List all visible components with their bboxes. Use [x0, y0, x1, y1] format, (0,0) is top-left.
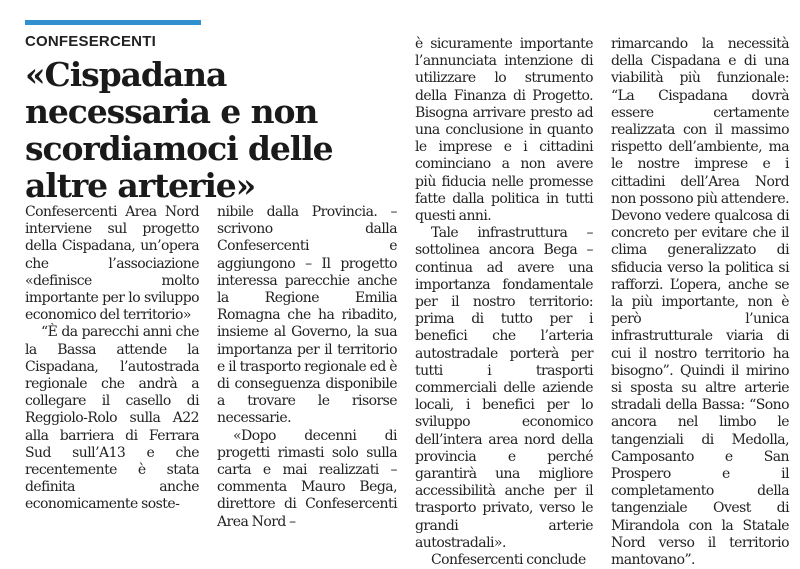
body-column-3: [415, 36, 593, 569]
paragraph: è sicuramente importante l’annunciata intenzione di utilizzare lo strumento della Finanza di Progetto. Bisogna arrivare presto ad una conclusione in quanto le imprese e i cittadini cominciano a non avere più fiducia nelle promesse fatte dalla politica in tutti questi anni.: [415, 36, 593, 225]
section-accent-bar: [25, 20, 201, 25]
article-headline: «Cispadana necessaria e non scordiamoci delle altre arterie»: [25, 55, 333, 205]
body-column-2: [217, 204, 397, 531]
paragraph: «Dopo decenni di progetti rimasti solo sulla carta e mai realizzati – commenta Mauro Bega, direttore di Confesercenti Area Nord –: [217, 427, 397, 530]
section-kicker: CONFESERCENTI: [25, 33, 156, 50]
body-column-4: [611, 36, 789, 569]
paragraph: nibile dalla Provincia. – scrivono dalla Confesercenti e aggiungono – Il progetto interessa parecchie anche la Regione Emilia Romagna che ha ribadito, insieme al Governo, la sua importanza per il territorio e il trasporto regionale ed è di conseguenza disponibile a trovare le risorse necessarie.: [217, 204, 397, 427]
paragraph: Confesercenti conclude: [431, 552, 586, 569]
paragraph: Confesercenti Area Nord interviene sul progetto della Cispadana, un’opera che l’associazione «definisce molto importante per lo sviluppo economico del territorio»: [25, 204, 199, 324]
paragraph: “È da parecchi anni che la Bassa attende la Cispadana, l’autostrada regionale che andrà a collegare il casello di Reggiolo-Rolo sulla A22 alla barriera di Ferrara Sud sull’A13 e che recentemente è stata definita anche economicamente soste-: [25, 324, 199, 513]
body-column-1: [25, 204, 199, 514]
paragraph: Tale infrastruttura – sottolinea ancora Bega – continua ad avere una importanza fondamentale per il nostro territorio: prima di tutto per i benefici che l’arteria autostradale porterà per tutti i trasporti commerciali delle aziende locali, i benefici per lo sviluppo economico dell’intera area nord della provincia e perché garantirà una migliore accessibilità anche per il trasporto privato, verso le grandi arterie autostradali».: [415, 225, 593, 551]
paragraph: rimarcando la necessità della Cispadana e di una viabilità più funzionale: “La Cispadana dovrà essere certamente realizzata con il massimo rispetto dell’ambiente, ma le nostre imprese e i cittadini dell’Area Nord non possono più attendere. Devono vedere qualcosa di concreto per evitare che il clima generalizzato di sfiducia verso la politica si rafforzi. L’opera, anche se la più importante, non è però l’unica infrastrutturale viaria di cui il nostro territorio ha bisogno”. Quindi il mirino si sposta su altre arterie stradali della Bassa: “Sono ancora nel limbo le tangenziali di Medolla, Camposanto e San Prospero e il completamento della tangenziale Ovest di Mirandola con la Statale Nord verso il territorio mantovano”.: [611, 36, 789, 569]
